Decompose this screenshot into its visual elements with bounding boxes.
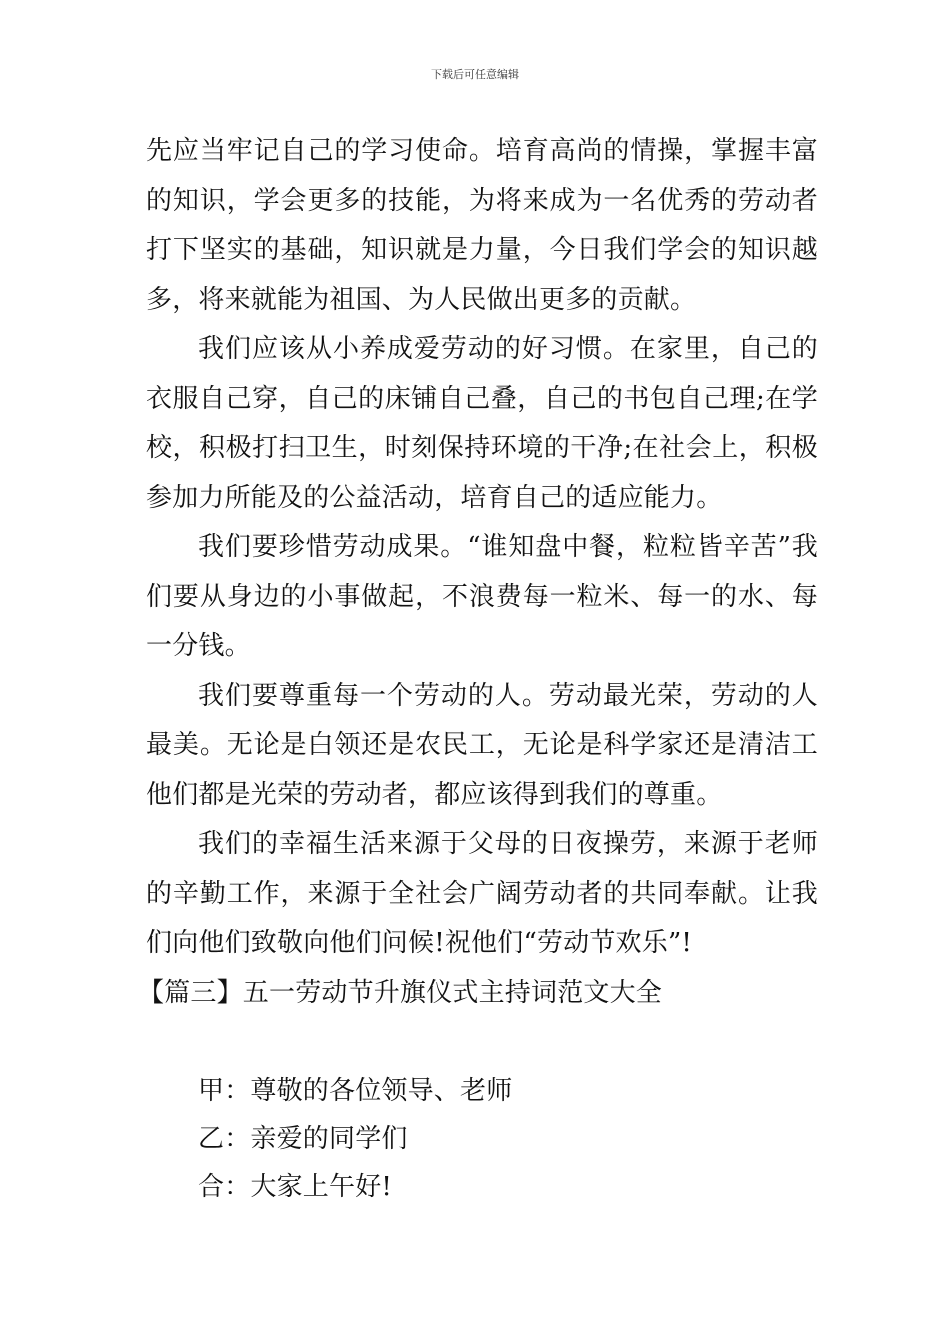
dialog-line-jia: 甲：尊敬的各位领导、老师 [198, 1076, 513, 1106]
dialog-line-he: 合：大家上午好! [198, 1172, 393, 1202]
document-body [138, 127, 818, 1211]
section-heading: 【篇三】五一劳动节升旗仪式主持词范文大全 [138, 977, 663, 1008]
paragraph-cherish-labor: 我们要珍惜劳动成果。“谁知盘中餐，粒粒皆辛苦”我们要从身边的小事做起，不浪费每一粒米、每一的水、每一分钱。 [146, 532, 818, 661]
page-header: 下载后可任意编辑 [431, 68, 519, 81]
paragraph-gratitude: 我们的幸福生活来源于父母的日夜操劳，来源于老师的辛勤工作，来源于全社会广阔劳动者的共同奉献。让我们向他们致敬向他们问候!祝他们“劳动节欢乐”! [146, 829, 818, 958]
paragraph-respect-workers: 我们要尊重每一个劳动的人。劳动最光荣，劳动的人最美。无论是白领还是农民工，无论是科学家还是清洁工他们都是光荣的劳动者，都应该得到我们的尊重。 [146, 680, 818, 810]
blank-line [146, 1018, 818, 1067]
dialog-line-yi: 乙：亲爱的同学们 [198, 1124, 408, 1154]
paragraph-good-habits: 我们应该从小养成爱劳动的好习惯。在家里，自己的衣服自己穿，自己的床铺自己叠，自己的书包自己理;在学校，积极打扫卫生，时刻保持环境的干净;在社会上，积极参加力所能及的公益活动，培育自己的适应能力。 [146, 334, 818, 513]
paragraph-continuation: 先应当牢记自己的学习使命。培育高尚的情操，掌握丰富的知识，学会更多的技能，为将来成为一名优秀的劳动者打下坚实的基础，知识就是力量，今日我们学会的知识越多，将来就能为祖国、为人民做出更多的贡献。 [146, 136, 818, 315]
